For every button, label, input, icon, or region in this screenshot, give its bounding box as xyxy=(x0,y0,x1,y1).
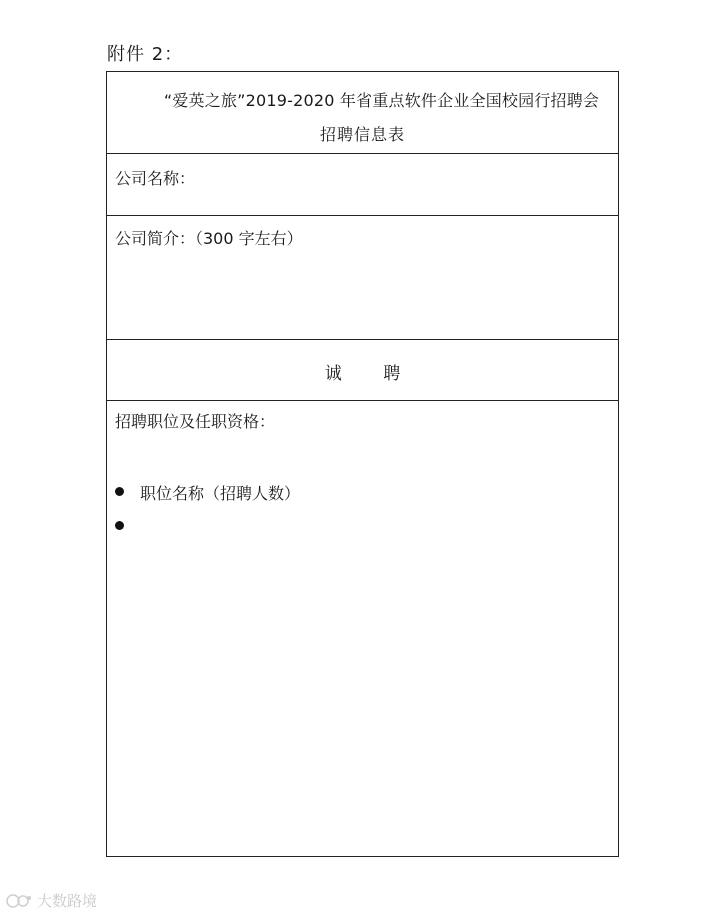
bullet-dot-icon xyxy=(115,487,124,496)
company-intro-label: 公司简介：（300 字左右） xyxy=(115,229,303,248)
form-title-row xyxy=(107,72,618,154)
watermark-logo-icon xyxy=(5,893,33,909)
watermark xyxy=(5,890,97,911)
company-name-label: 公司名称： xyxy=(115,169,196,188)
recruitment-info-form xyxy=(106,71,619,857)
positions-label: 招聘职位及任职资格： xyxy=(115,412,276,431)
watermark-text: 大数路境 xyxy=(37,892,98,910)
bullet-text: 职位名称（招聘人数） xyxy=(140,484,301,503)
company-name-row[interactable] xyxy=(107,154,618,216)
attachment-label: 附件 2： xyxy=(107,44,184,65)
positions-row[interactable] xyxy=(107,401,618,856)
hiring-heading: 诚 聘 xyxy=(324,364,419,384)
form-subtitle: 招聘信息表 xyxy=(319,125,405,144)
form-title: “爱英之旅”2019-2020 年省重点软件企业全国校园行招聘会 xyxy=(163,91,600,110)
bullet-dot-icon xyxy=(115,521,124,530)
company-intro-row[interactable] xyxy=(107,216,618,340)
hiring-header-row xyxy=(107,340,618,401)
